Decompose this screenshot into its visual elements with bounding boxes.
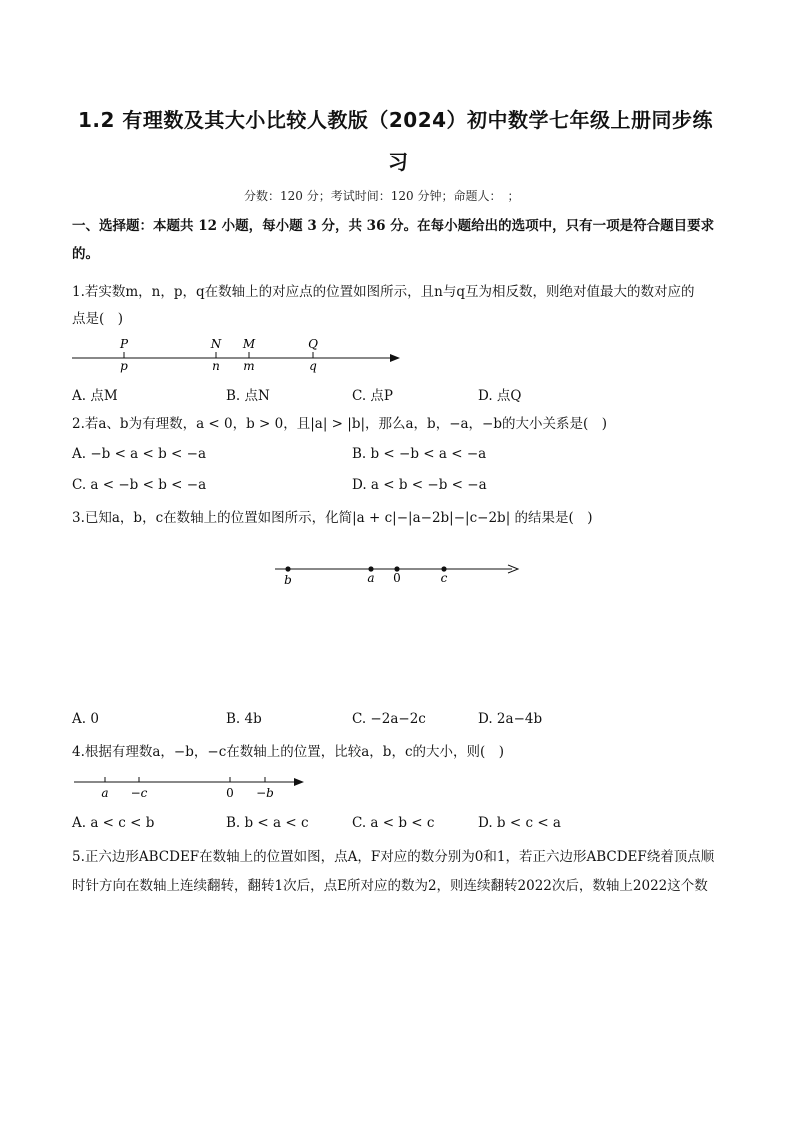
question-4-option-a: A. a < c < b [72,815,155,831]
upper-label-p: P [119,337,129,351]
section-instruction-line2: 的。 [72,246,99,262]
question-4-option-d: D. b < c < a [478,815,561,831]
upper-label-m: M [242,337,256,351]
exam-meta: 分数：120 分；考试时间：120 分钟；命题人： ； [244,189,520,203]
label-neg-c: −c [130,786,148,800]
question-3-option-d: D. 2a−4b [478,711,543,727]
question-2-stem: 2.若a、b为有理数，a < 0，b > 0，且|a| > |b|，那么a，b，−a，−b的大小关系是( ) [72,416,608,432]
question-1-stem-line1: 1.若实数m，n，p，q在数轴上的对应点的位置如图所示，且n与q互为相反数，则绝对值最大的数对应的 [72,284,695,300]
label-zero: 0 [226,786,234,800]
label-zero: 0 [393,571,401,585]
page-title-line1: 1.2 有理数及其大小比较人教版（2024）初中数学七年级上册同步练 [78,108,714,132]
question-1-option-d: D. 点Q [478,388,522,404]
label-c: c [440,571,448,585]
question-2-option-b: B. b < −b < a < −a [352,446,487,462]
label-neg-b: −b [256,786,274,800]
lower-label-q: q [309,359,317,373]
section-instruction-line1: 一、选择题：本题共 12 小题，每小题 3 分，共 36 分。在每小题给出的选项中，只有一项是符合题目要求 [72,218,715,234]
question-3-option-b: B. 4b [226,711,262,727]
question-1-option-a: A. 点M [72,388,118,404]
question-3-option-c: C. −2a−2c [352,711,426,727]
question-2-option-a: A. −b < a < b < −a [72,446,207,462]
question-4-option-b: B. b < a < c [226,815,309,831]
question-1-stem-line2: 点是( ) [72,311,124,327]
lower-label-p: p [120,359,128,373]
lower-label-n: n [212,359,220,373]
question-1-option-c: C. 点P [352,388,394,404]
question-2-option-c: C. a < −b < b < −a [72,477,207,493]
upper-label-q: Q [308,337,318,351]
question-3-option-a: A. 0 [72,711,99,727]
axis-arrow [294,778,304,786]
question-5-stem-line1: 5.正六边形ABCDEF在数轴上的位置如图，点A，F对应的数分别为0和1，若正六边形ABCDEF绕着顶点顺 [72,849,715,865]
page-title-line2: 习 [388,150,409,174]
question-2-option-d: D. a < b < −b < −a [352,477,487,493]
question-3-stem: 3.已知a，b，c在数轴上的位置如图所示，化简|a + c|−|a−2b|−|c−2b| 的结果是( ) [72,510,593,526]
label-b: b [284,573,292,587]
question-4-number-line [70,772,310,802]
question-1-option-b: B. 点N [226,388,270,404]
question-5-stem-line2: 时针方向在数轴上连续翻转，翻转1次后，点E所对应的数为2，则连续翻转2022次后，数轴上2022这个数 [72,878,708,894]
point-b [285,566,290,571]
lower-label-m: m [243,359,255,373]
axis-arrow [390,354,400,362]
question-4-stem: 4.根据有理数a，−b，−c在数轴上的位置，比较a，b，c的大小，则( ) [72,744,505,760]
question-4-option-c: C. a < b < c [352,815,435,831]
label-a: a [367,571,375,585]
question-3-number-line [270,556,526,588]
upper-label-n: N [210,337,222,351]
label-a: a [101,786,109,800]
question-1-number-line [70,335,410,375]
